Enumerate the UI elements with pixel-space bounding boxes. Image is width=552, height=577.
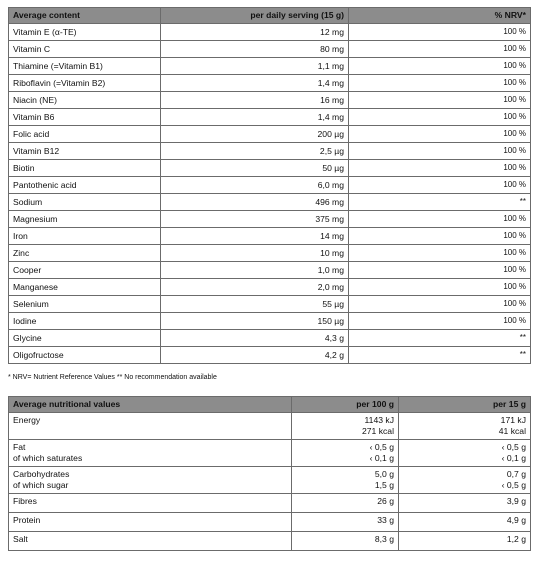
table-row: [9, 467, 531, 494]
amount-per-serving: 496 mg: [161, 194, 349, 211]
amount-per-serving: 55 µg: [161, 296, 349, 313]
value-per-15g: [399, 494, 531, 513]
value-per-100g-line: 26 g: [377, 496, 394, 506]
value-per-100g: [292, 494, 399, 513]
amount-per-serving: 4,2 g: [161, 347, 349, 364]
value-per-15g-line: ‹ 0,1 g: [501, 453, 526, 463]
nutrient-name: Vitamin B12: [9, 143, 161, 160]
header-nrv: % NRV*: [349, 8, 531, 24]
header-per-15g: per 15 g: [399, 397, 531, 413]
nutrient-name: Niacin (NE): [9, 92, 161, 109]
value-per-100g: [292, 467, 399, 494]
table-row: [9, 330, 531, 347]
amount-per-serving: 10 mg: [161, 245, 349, 262]
nutrient-name: Vitamin B6: [9, 109, 161, 126]
nutrient-name: Iodine: [9, 313, 161, 330]
value-per-100g-line: 8,3 g: [374, 534, 394, 544]
table-row: [9, 92, 531, 109]
header-average-content: Average content: [9, 8, 161, 24]
table-row: [9, 532, 531, 551]
nutrient-name-line: Salt: [13, 534, 28, 544]
amount-per-serving: 2,5 µg: [161, 143, 349, 160]
amount-per-serving: 1,0 mg: [161, 262, 349, 279]
value-per-15g-line: 0,7 g: [506, 469, 526, 479]
nrv-percent: 100 %: [349, 160, 531, 177]
value-per-100g-line: ‹ 0,1 g: [369, 453, 394, 463]
nrv-percent: 100 %: [349, 41, 531, 58]
amount-per-serving: 12 mg: [161, 24, 349, 41]
nutrient-name: [9, 440, 292, 467]
value-per-15g: [399, 467, 531, 494]
nutrient-name: [9, 413, 292, 440]
nrv-percent: 100 %: [349, 177, 531, 194]
nutrient-name-line: of which saturates: [13, 453, 83, 463]
value-per-100g: [292, 513, 399, 532]
nutrient-name: Pantothenic acid: [9, 177, 161, 194]
nrv-percent: **: [349, 347, 531, 364]
table-row: [9, 194, 531, 211]
amount-per-serving: 16 mg: [161, 92, 349, 109]
nutrient-name: Vitamin C: [9, 41, 161, 58]
nutrient-name-line: Fat: [13, 442, 26, 452]
amount-per-serving: 14 mg: [161, 228, 349, 245]
nrv-percent: 100 %: [349, 58, 531, 75]
header-per-daily-serving: per daily serving (15 g): [161, 8, 349, 24]
table-row: [9, 109, 531, 126]
table-row: [9, 58, 531, 75]
amount-per-serving: 2,0 mg: [161, 279, 349, 296]
value-per-15g: [399, 532, 531, 551]
nrv-percent: 100 %: [349, 75, 531, 92]
amount-per-serving: 4,3 g: [161, 330, 349, 347]
table-row: [9, 494, 531, 513]
value-per-100g-line: 5,0 g: [374, 469, 394, 479]
value-per-100g-line: 33 g: [377, 515, 394, 525]
table-row: [9, 296, 531, 313]
value-per-100g-line: 1143 kJ: [364, 415, 394, 425]
nrv-percent: 100 %: [349, 92, 531, 109]
value-per-15g-line: 171 kJ: [500, 415, 526, 425]
nutrient-name-line: Protein: [13, 515, 41, 525]
nrv-percent: 100 %: [349, 228, 531, 245]
table-row: [9, 211, 531, 228]
amount-per-serving: 1,4 mg: [161, 109, 349, 126]
nutrient-name: Magnesium: [9, 211, 161, 228]
table-row: [9, 262, 531, 279]
nutrient-name: Manganese: [9, 279, 161, 296]
value-per-100g: [292, 413, 399, 440]
nrv-percent: 100 %: [349, 262, 531, 279]
table-header-row: [9, 8, 531, 24]
nutrient-name: Oligofructose: [9, 347, 161, 364]
table-row: [9, 41, 531, 58]
table-row: [9, 413, 531, 440]
table-row: [9, 440, 531, 467]
value-per-100g: [292, 440, 399, 467]
table-row: [9, 177, 531, 194]
nrv-percent: 100 %: [349, 109, 531, 126]
value-per-15g-line: 4,9 g: [506, 515, 526, 525]
table-row: [9, 513, 531, 532]
table-row: [9, 279, 531, 296]
nutrient-name: Folic acid: [9, 126, 161, 143]
nutrient-name: Riboflavin (=Vitamin B2): [9, 75, 161, 92]
table-row: [9, 228, 531, 245]
nutrient-name: Glycine: [9, 330, 161, 347]
table-row: [9, 24, 531, 41]
nutrient-name: Selenium: [9, 296, 161, 313]
nutrient-name: Sodium: [9, 194, 161, 211]
table-row: [9, 347, 531, 364]
amount-per-serving: 200 µg: [161, 126, 349, 143]
value-per-15g-line: ‹ 0,5 g: [501, 480, 526, 490]
table-row: [9, 126, 531, 143]
table-row: [9, 245, 531, 262]
nrv-percent: 100 %: [349, 211, 531, 228]
nutrient-name-line: of which sugar: [13, 480, 69, 490]
nrv-percent: 100 %: [349, 296, 531, 313]
nrv-percent: 100 %: [349, 313, 531, 330]
content-table-body: [9, 24, 531, 364]
nutrition-facts: [8, 7, 530, 551]
header-per-100g: per 100 g: [292, 397, 399, 413]
value-per-15g-line: ‹ 0,5 g: [501, 442, 526, 452]
nrv-percent: **: [349, 194, 531, 211]
value-per-15g-line: 41 kcal: [498, 426, 526, 436]
nutrient-name-line: Carbohydrates: [13, 469, 70, 479]
nrv-percent: **: [349, 330, 531, 347]
amount-per-serving: 1,4 mg: [161, 75, 349, 92]
amount-per-serving: 6,0 mg: [161, 177, 349, 194]
nutritional-values-table: [8, 396, 531, 551]
header-average-nutritional-values: Average nutritional values: [9, 397, 292, 413]
nutrient-name: Zinc: [9, 245, 161, 262]
value-per-15g: [399, 513, 531, 532]
nutrient-name-line: Fibres: [13, 496, 37, 506]
nutrient-name: Vitamin E (α-TE): [9, 24, 161, 41]
nutrient-name: Cooper: [9, 262, 161, 279]
nrv-percent: 100 %: [349, 126, 531, 143]
amount-per-serving: 1,1 mg: [161, 58, 349, 75]
amount-per-serving: 375 mg: [161, 211, 349, 228]
nrv-percent: 100 %: [349, 245, 531, 262]
nutrient-name: Thiamine (=Vitamin B1): [9, 58, 161, 75]
nutrient-name: [9, 467, 292, 494]
amount-per-serving: 150 µg: [161, 313, 349, 330]
value-per-100g-line: 1,5 g: [374, 480, 394, 490]
table-row: [9, 143, 531, 160]
value-per-15g-line: 1,2 g: [506, 534, 526, 544]
nrv-footnote: * NRV= Nutrient Reference Values ** No recommendation available: [8, 374, 217, 381]
amount-per-serving: 50 µg: [161, 160, 349, 177]
nutrient-name: Biotin: [9, 160, 161, 177]
table-header-row: [9, 397, 531, 413]
value-per-15g: [399, 413, 531, 440]
nutrient-name: [9, 513, 292, 532]
table-row: [9, 160, 531, 177]
table-row: [9, 313, 531, 330]
value-per-15g: [399, 440, 531, 467]
nrv-percent: 100 %: [349, 24, 531, 41]
amount-per-serving: 80 mg: [161, 41, 349, 58]
average-content-table: [8, 7, 531, 364]
value-per-100g-line: 271 kcal: [361, 426, 394, 436]
nutrition-table-body: [9, 413, 531, 551]
nutrient-name: Iron: [9, 228, 161, 245]
nutrient-name: [9, 494, 292, 513]
nrv-percent: 100 %: [349, 279, 531, 296]
table-row: [9, 75, 531, 92]
value-per-100g-line: ‹ 0,5 g: [369, 442, 394, 452]
value-per-100g: [292, 532, 399, 551]
nutrient-name: [9, 532, 292, 551]
nrv-percent: 100 %: [349, 143, 531, 160]
nutrient-name-line: Energy: [13, 415, 41, 425]
value-per-15g-line: 3,9 g: [506, 496, 526, 506]
